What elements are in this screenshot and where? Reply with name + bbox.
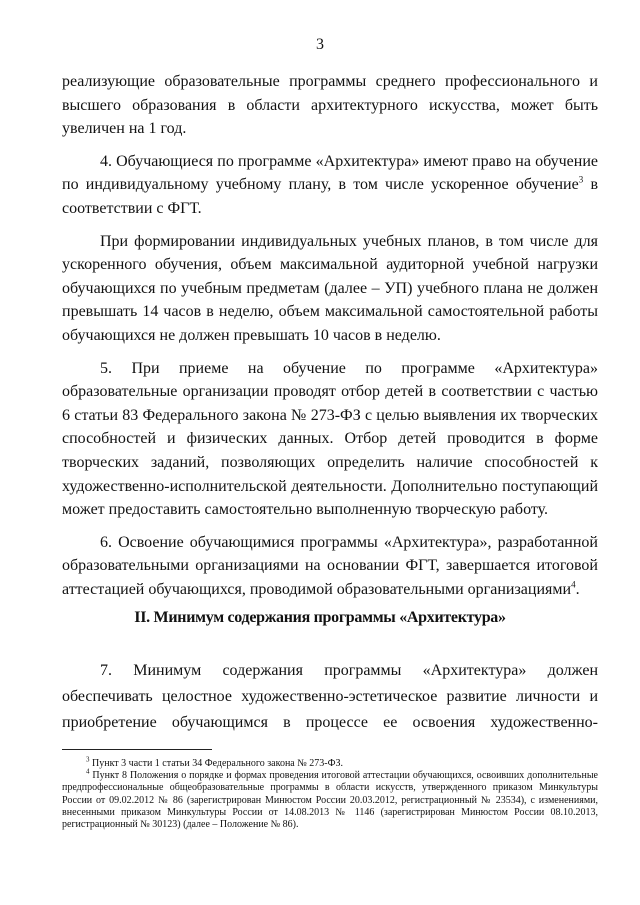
footnote-3-mark: 3 [86, 755, 90, 764]
footnotes [62, 755, 598, 831]
paragraph-4-text: 4. Обучающиеся по программе «Архитектура» имеют право на обучение по индивидуальному учебному плану, в том числе ускоренное обучение [62, 152, 598, 194]
paragraph-6-text: 6. Освоение обучающимися программы «Архитектура», разработанной образовательными организациями на основании ФГТ, завершается итоговой аттестацией обучающихся, проводимой образовательными организациями [62, 533, 598, 598]
section-heading: II. Минимум содержания программы «Архитектура» [134, 609, 506, 626]
paragraph-5: 5. При приеме на обучение по программе «Архитектура» образовательные организации проводят отбор детей в соответствии с частью 6 статьи 83 Федерального закона № 273-ФЗ с целью выявления их творческих способностей и физических данных. Отбор детей проводится в форме творческих заданий, позволяющих определить наличие способностей к художественно-исполнительской деятельности. Дополнительно поступающий может предоставить самостоятельно выполненную творческую работу. [62, 359, 598, 519]
footnote-3-text: Пункт 3 части 1 статьи 34 Федерального закона № 273-ФЗ. [89, 758, 344, 769]
footnote-ref-3: 3 [578, 175, 584, 186]
paragraph-individual-plans: При формировании индивидуальных учебных планов, в том числе для ускоренного обучения, объем максимальной аудиторной учебной нагрузки обучающихся по учебным предметам (далее – УП) учебного плана не должен превышать 14 часов в неделю, объем максимальной самостоятельной работы обучающихся не должен превышать 10 часов в неделю. [62, 232, 598, 344]
paragraph-6 [62, 531, 598, 602]
paragraph-6-tail: . [575, 580, 580, 598]
body-text [62, 70, 598, 610]
footnote-divider [62, 749, 212, 750]
paragraph-continuation: реализующие образовательные программы среднего профессионального и высшего образования в области архитектурного искусства, может быть увеличен на 1 год. [62, 73, 598, 138]
paragraph-4 [62, 150, 598, 221]
footnote-4-text: Пункт 8 Положения о порядке и формах проведения итоговой аттестации обучающихся, освоивших дополнительные предпрофессиональные общеобразовательные программы в области искусств, утвержденного приказом Минкультуры России от 09.02.2012 № 86 (зарегистрирован Минюстом России 20.03.2012, регистрационный № 23534), с изменениями, внесенными приказом Минкультуры России от 14.08.2013 № 1146 (зарегистрирован Минюстом России 08.10.2013, регистрационный № 30123) (далее – Положение № 86). [62, 770, 598, 831]
paragraph-4-tail: в соответствии с ФГТ. [62, 176, 598, 217]
page-number: 3 [316, 36, 324, 53]
paragraph-7: 7. Минимум содержания программы «Архитектура» должен обеспечивать целостное художественно-эстетическое развитие личности и приобретение обучающимся в процессе ее освоения художественно- [62, 662, 598, 731]
footnote-4 [62, 767, 598, 831]
footnote-4-mark: 4 [86, 767, 90, 776]
footnote-3 [62, 755, 598, 770]
footnote-ref-4: 4 [571, 579, 576, 590]
